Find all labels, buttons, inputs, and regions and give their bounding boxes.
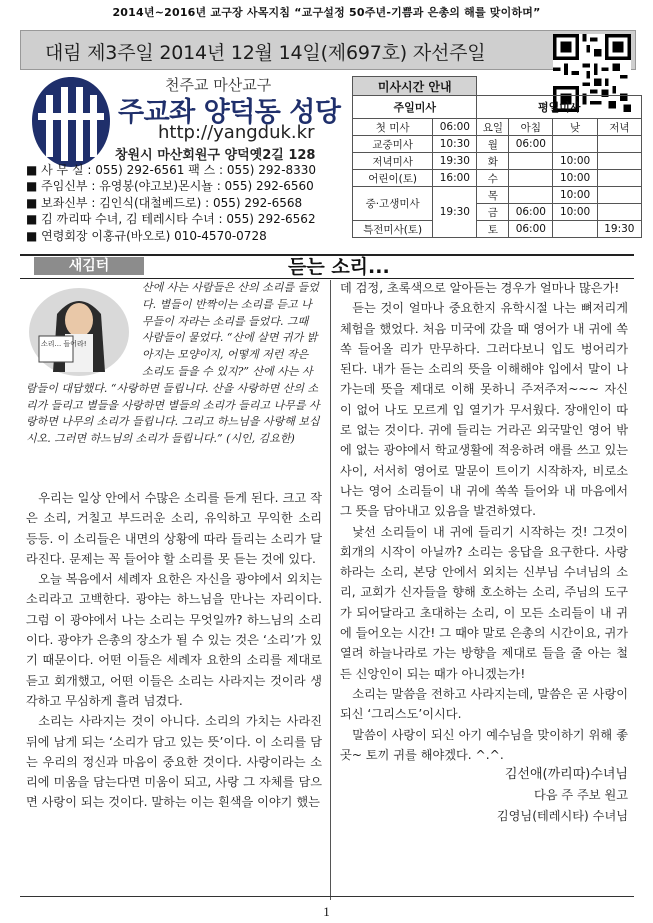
sunday-mass-name: 첫 미사 [353,119,433,136]
article-paragraph: 소리는 사라지는 것이 아니다. 소리의 가치는 사라진 뒤에 남게 되는 ‘소리가 담고 있는 뜻’이다. 이 소리를 담는 우리의 정신과 마음이 중요한 것이다. 사랑이라는 소리에 미움을 담는다면 미움이 되고, 사랑 그 자체를 담으면 사랑이 되는 것이다. 말하는 이는 흰색을 이야기 했는 [26,714,322,810]
weekday-time: 10:00 [553,204,597,221]
article-headline: 듣는 소리... [288,256,390,278]
weekday-time: 06:00 [509,204,553,221]
sunday-mass-name: 교중미사 [353,136,433,153]
weekday-time [597,136,641,153]
contact-funeral: ■ 연령회장 이홍규(바오로) 010-4570-0728 [26,228,267,243]
contact-assistant: ■ 보좌신부 : 김인식(대철베드로) : 055) 292-6568 [26,195,303,210]
contact-pastor: ■ 주임신부 : 유영봉(야고보)몬시뇰 : 055) 292-6560 [26,179,314,194]
weekday-time [597,153,641,170]
weekday-time [553,221,597,238]
article-paragraph: 소리는 말씀을 전하고 사라지는데, 말씀은 곧 사랑이 되신 ‘그리스도’이시다. [340,686,628,722]
nun-photo [27,284,131,376]
sunday-mass-time: 19:30 [433,153,477,170]
weekday-mass-header: 평일미사 [477,96,642,119]
contact-office: ■ 사 무 실 : 055) 292-6561 팩 스 : 055) 292-8330 [26,163,317,177]
weekday-day: 월 [477,136,509,153]
weekday-day: 목 [477,187,509,204]
weekday-col-header: 저녁 [597,119,641,136]
bottom-rule [20,896,634,897]
weekday-time: 06:00 [509,221,553,238]
article-paragraph: 낯선 소리들이 내 귀에 들리기 시작하는 것! 그것이 회개의 시작이 아닐까? 소리는 응답을 요구한다. 사랑하라는 소리, 본당 안에서 외치는 신부님 수녀님의 소리, 교회가 신자들을 향해 호소하는 소리, 주님의 도구가 되어달라고 초대하는 소리, 이 모든 소리들이 내 귀에 들어오는 시간! 그 때야 말로 은총의 시간이요, 귀가 열려 하늘나라로 가는 방향을 제대로 들을 줄 아는 철 든 신앙인이 되는 때가 아니겠는가! [340,524,628,681]
sunday-mass-header: 주일미사 [353,96,477,119]
weekday-time [553,136,597,153]
article-paragraph: 데 검정, 초록색으로 알아듣는 경우가 얼마나 많은가! [340,281,620,295]
parish-name: 주교좌 양덕동 성당 [118,97,341,128]
weekday-time [509,153,553,170]
weekday-time [509,170,553,187]
weekday-day: 수 [477,170,509,187]
contact-list [26,162,346,244]
article-header [20,254,634,279]
weekday-time [597,187,641,204]
sunday-mass-name: 저녁미사 [353,153,433,170]
opening-quote: 산에 사는 사람들은 산의 소리를 들었다. 별들이 반짝이는 소리를 듣고 나무들이 자라는 소리를 들었다. 그때 사람들이 물었다. “산에 살면 귀가 밝아지는 모양이지, 어떻게 저런 작은 소리도 들을 수 있지?” 산에 사는 사람들이 대답했다. “사랑하면 들립니다. 산을 사랑하면 산의 소리가 들리고 별들을 사랑하면 별들의 소리가 들리고 나무를 사랑하면 나무의 소리가 들립니다. 그리고 하느님을 사랑해 보십시오. 그러면 하느님의 소리가 들립니다.” (시인, 김요한) [26,281,320,446]
section-tag: 새김터 [34,257,144,275]
weekday-day: 토 [477,221,509,238]
parish-address: 창원시 마산회원구 양덕옛2길 128 [115,148,316,163]
sunday-mass-time: 16:00 [433,170,477,187]
parish-logo-icon [28,75,114,171]
article-author: 김선애(까리따)수녀님 [504,767,628,783]
parish-url-link[interactable]: http://yangduk.kr [158,122,315,143]
weekday-col-header: 낮 [553,119,597,136]
issue-title: 대림 제3주일 2014년 12월 14일(제697호) 자선주일 [45,42,486,64]
weekday-col-header: 요일 [477,119,509,136]
sunday-mass-time: 10:30 [433,136,477,153]
weekday-day: 화 [477,153,509,170]
next-issue-label: 다음 주 주보 원고 [533,788,628,803]
weekday-time: 06:00 [509,136,553,153]
weekday-time [597,204,641,221]
weekday-time: 10:00 [553,170,597,187]
weekday-col-header: 아침 [509,119,553,136]
sunday-mass-time: 06:00 [433,119,477,136]
weekday-time: 10:00 [553,153,597,170]
article-paragraph: 오늘 복음에서 세례자 요한은 자신을 광야에서 외치는 소리라고 고백한다. 광야는 하느님을 만나는 자리이다. 그럼 이 광야에서 나는 소리는 무엇일까? 하느님의 소리이다. 광야가 은총의 장소가 될 수 있는 것은 ‘소리’가 있기 때문이다. 어떤 이들은 세례자 요한의 소리를 제대로 듣고 회개했고, 어떤 이들은 소리는 사라지는 것이라 생각하고 무심하게 흘려 넘겼다. [26,572,322,708]
diocese-name: 천주교 마산교구 [165,76,272,94]
column-divider [330,280,331,900]
mass-schedule-title: 미사시간 안내 [353,77,477,96]
article-paragraph: 듣는 것이 얼마나 중요한지 유학시절 나는 뼈저리게 체험을 했었다. 처음 미국에 갔을 때 영어가 내 귀에 쏙쏙 들어올 리가 만무하다. 그러다보니 입도 벙어리가 된다. 내가 듣는 소리의 뜻을 이해해야 입에서 말이 나가는데 뜻을 제대로 이해 못하니 주저주저~~~ 자신이 없어 나도 모르게 입 열기가 무서웠다. 장애인이 따로 없는 것이다. 귀에 들리는 거라곤 외국말인 영어 밖에 없는 광야에서 학교생활에 적응하려 애를 쓰고 있는 사이, 서서히 영어로 말문이 트이기 시작하자, 비로소 나는 영어 소리들이 내 귀에 쏙쏙 들어와 내 마음에서 그 뜻을 담아내고 있음을 발견하였다. [340,301,628,519]
article-paragraph: 말씀이 사랑이 되신 아기 예수님을 맞이하기 위해 좋곳~ 토끼 귀를 해야겠다. ^.^. [340,727,628,762]
sunday-mass-name: 특전미사(토) [353,221,433,238]
weekday-time: 10:00 [553,187,597,204]
weekday-time [597,170,641,187]
article-paragraph: 우리는 일상 안에서 수많은 소리를 듣게 된다. 크고 작은 소리, 거칠고 부드러운 소리, 유익하고 무익한 소리 등등. 이 소리들은 내면의 상황에 따라 들리는 소리가 달라진다. 문제는 꼭 들어야 할 소리를 못 듣는 것에 있다. [26,491,322,566]
sunday-mass-name: 중·고생미사 [353,187,433,221]
weekday-time [509,187,553,204]
weekday-time: 19:30 [597,221,641,238]
issue-banner [20,30,636,70]
contact-sisters: ■ 김 까리따 수녀, 김 테레시타 수녀 : 055) 292-6562 [26,212,316,227]
pastoral-motto: 2014년~2016년 교구장 사목지침 “교구설정 50주년-기쁨과 은총의 해를 맞이하며” [112,6,541,19]
mass-schedule-table [352,76,642,238]
next-issue-author: 김영님(테레시타) 수녀님 [496,808,628,823]
article-right-column [340,278,628,826]
weekday-day: 금 [477,204,509,221]
sunday-mass-time: 19:30 [433,187,477,238]
page-number: 1 [323,904,330,919]
photo-caption: 소리... 들어라! [41,340,87,348]
sunday-mass-name: 어린이(토) [353,170,433,187]
